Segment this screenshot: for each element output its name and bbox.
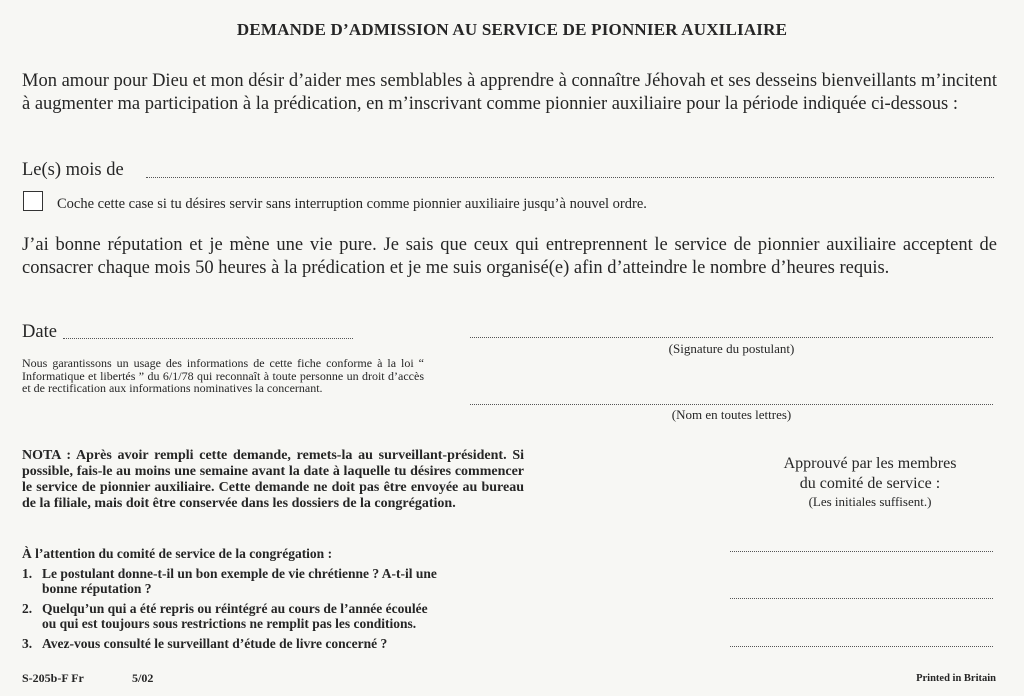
nota-paragraph: NOTA : Après avoir rempli cette demande, remets-la au surveillant-président. Si possible, fais-le au moins une semaine avant la date à laquelle tu désires commencer le service de pionnier auxiliaire. Cette demande ne doit pas être envoyée au bureau de la filiale, mais doit être conservée dans les dossiers de la congrégation.: [22, 448, 524, 511]
question-text-cont: bonne réputation ?: [42, 581, 152, 596]
approval-line-1: Approuvé par les membres: [783, 455, 957, 472]
question-text-cont: ou qui est toujours sous restrictions ne remplit pas les conditions.: [42, 616, 417, 631]
approval-line-2: du comité de service :: [799, 475, 941, 492]
approval-block: [720, 454, 1020, 510]
name-line[interactable]: [470, 404, 993, 405]
signature-label: (Signature du postulant): [668, 341, 795, 356]
months-input-line[interactable]: [146, 177, 994, 178]
date-input-line[interactable]: [63, 338, 353, 339]
footer-code: S-205b-F Fr: [22, 671, 84, 685]
signature-line[interactable]: [470, 337, 993, 338]
footer-printed: Printed in Britain: [916, 673, 996, 684]
question-number: 1.: [22, 566, 33, 581]
name-label: (Nom en toutes lettres): [671, 407, 792, 422]
question-text: Le postulant donne-t-il un bon exemple de vie chrétienne ? A-t-il une: [42, 566, 437, 581]
privacy-note: Nous garantissons un usage des informations de cette fiche conforme à la loi “ Informatique et libertés ” du 6/1/78 qui reconnaît à toute personne un droit d’accès et de rectification aux informations nominatives la concernant.: [22, 356, 424, 395]
footer-date: 5/02: [132, 671, 154, 685]
question-2: [22, 601, 532, 631]
question-3: [22, 636, 532, 651]
question-number: 3.: [22, 636, 33, 651]
question-text: Quelqu’un qui a été repris ou réintégré au cours de l’année écoulée: [42, 601, 428, 616]
question-text: Avez-vous consulté le surveillant d’étude de livre concerné ?: [42, 636, 388, 651]
initials-line-1[interactable]: [730, 551, 993, 552]
committee-heading: À l’attention du comité de service de la congrégation :: [22, 546, 333, 561]
intro-paragraph: Mon amour pour Dieu et mon désir d’aider mes semblables à apprendre à connaître Jéhovah et ses desseins bienveillants m’incitent à augmenter ma participation à la prédication, en m’inscrivant comme pionnier auxiliaire pour la période indiquée ci-dessous :: [22, 71, 997, 114]
continuous-service-checkbox[interactable]: [23, 191, 43, 211]
statement-paragraph: J’ai bonne réputation et je mène une vie pure. Je sais que ceux qui entreprennent le service de pionnier auxiliaire acceptent de consacrer chaque mois 50 heures à la prédication et je me suis organisé(e) afin d’atteindre le nombre d’heures requis.: [22, 235, 997, 278]
question-1: [22, 566, 532, 596]
form-title: DEMANDE D’ADMISSION AU SERVICE DE PIONNIER AUXILIAIRE: [236, 20, 788, 39]
checkbox-label: Coche cette case si tu désires servir sans interruption comme pionnier auxiliaire jusqu’à nouvel ordre.: [57, 196, 647, 212]
initials-line-3[interactable]: [730, 646, 993, 647]
months-label: Le(s) mois de: [22, 160, 124, 180]
initials-line-2[interactable]: [730, 598, 993, 599]
approval-sub: (Les initiales suffisent.): [808, 494, 932, 509]
date-label: Date: [22, 322, 57, 342]
question-number: 2.: [22, 601, 33, 616]
